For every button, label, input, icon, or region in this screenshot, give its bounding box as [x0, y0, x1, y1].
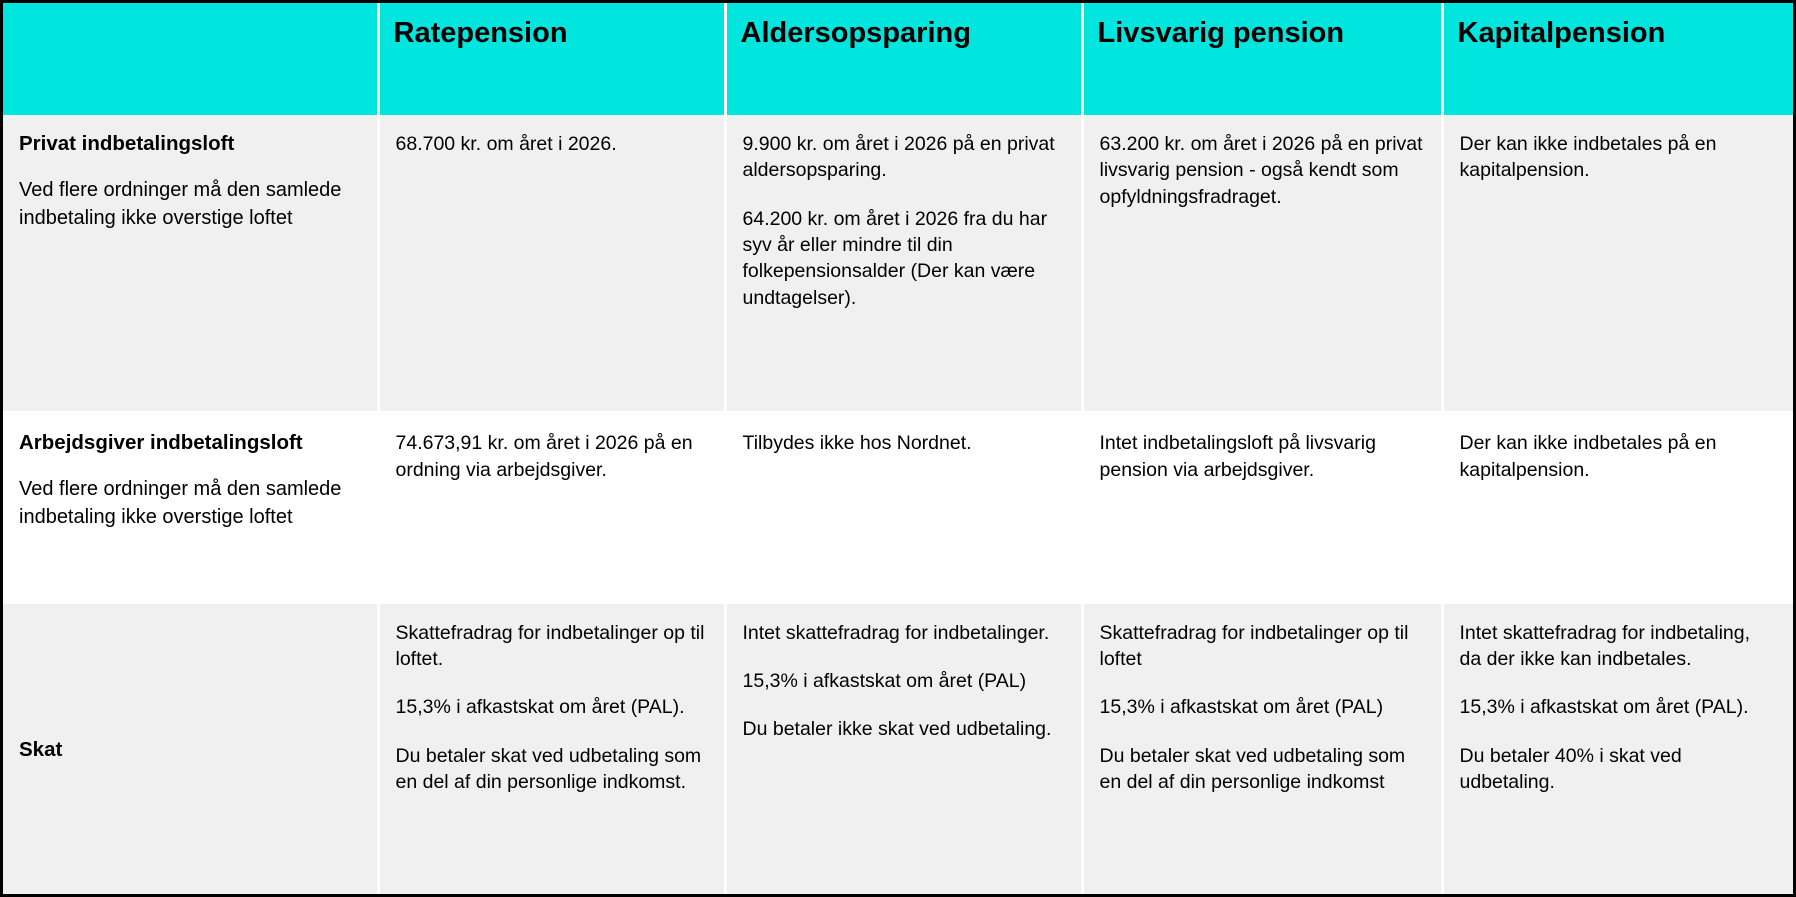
table-body — [3, 115, 1793, 894]
cell-paragraph: 9.900 kr. om året i 2026 på en privat aldersopsparing. — [742, 133, 1055, 182]
cell-paragraph: 64.200 kr. om året i 2026 fra du har syv år eller mindre til din folkepensionsalder (Der kan være undtagelser). — [742, 207, 1048, 309]
row-header-subtitle: Ved flere ordninger må den samlede indbetaling ikke overstige loftet — [19, 178, 342, 230]
cell-arbejdsgiver-livsvarig — [1082, 413, 1442, 602]
table-header — [3, 3, 1793, 115]
cell-paragraph: 68.700 kr. om året i 2026. — [395, 133, 617, 155]
table-row — [3, 413, 1793, 602]
table-row — [3, 602, 1793, 894]
cell-paragraph: Du betaler skat ved udbetaling som en del af din personlige indkomst — [1099, 744, 1406, 793]
row-header-title: Arbejdsgiver indbetalingsloft — [19, 431, 303, 455]
cell-paragraph: 63.200 kr. om året i 2026 på en privat livsvarig pension - også kendt som opfyldningsfradraget. — [1099, 133, 1423, 208]
column-header-livsvarig-pension: Livsvarig pension — [1082, 3, 1442, 115]
cell-paragraph: Intet skattefradrag for indbetaling, da der ikke kan indbetales. — [1459, 621, 1751, 671]
column-header-aldersopsparing: Aldersopsparing — [725, 3, 1082, 115]
cell-arbejdsgiver-ratepension — [378, 413, 725, 602]
cell-paragraph: Intet skattefradrag for indbetalinger. — [742, 621, 1050, 644]
cell-paragraph: Der kan ikke indbetales på en kapitalpension. — [1459, 432, 1717, 481]
cell-privat-aldersopsparing — [725, 115, 1082, 413]
cell-arbejdsgiver-kapitalpension — [1442, 413, 1793, 602]
cell-paragraph: Skattefradrag for indbetalinger op til loftet — [1099, 621, 1409, 671]
row-header-title: Privat indbetalingsloft — [19, 132, 235, 155]
cell-paragraph: 74.673,91 kr. om året i 2026 på en ordning via arbejdsgiver. — [395, 432, 693, 481]
row-header-skat — [3, 602, 378, 894]
cell-paragraph: 15,3% i afkastskat om året (PAL). — [395, 696, 685, 719]
cell-paragraph: Skattefradrag for indbetalinger op til loftet. — [395, 621, 705, 671]
row-header-privat-indbetalingsloft — [3, 115, 378, 413]
cell-paragraph: Du betaler skat ved udbetaling som en del af din personlige indkomst. — [395, 744, 702, 793]
row-header-subtitle: Ved flere ordninger må den samlede indbetaling ikke overstige loftet — [19, 477, 342, 529]
row-header-title: Skat — [19, 737, 63, 761]
cell-paragraph: Du betaler ikke skat ved udbetaling. — [742, 718, 1052, 741]
cell-skat-aldersopsparing — [725, 602, 1082, 894]
column-header-kapitalpension: Kapitalpension — [1442, 3, 1793, 115]
column-header-ratepension: Ratepension — [378, 3, 725, 115]
cell-paragraph: 15,3% i afkastskat om året (PAL) — [742, 670, 1027, 693]
cell-privat-kapitalpension — [1442, 115, 1793, 413]
cell-paragraph: 15,3% i afkastskat om året (PAL) — [1099, 696, 1384, 719]
row-header-arbejdsgiver-indbetalingsloft — [3, 413, 378, 602]
cell-skat-ratepension — [378, 602, 725, 894]
table-row — [3, 115, 1793, 413]
cell-paragraph: 15,3% i afkastskat om året (PAL). — [1459, 696, 1749, 719]
cell-paragraph: Intet indbetalingsloft på livsvarig pension via arbejdsgiver. — [1099, 432, 1376, 481]
cell-skat-kapitalpension — [1442, 602, 1793, 894]
cell-privat-ratepension — [378, 115, 725, 413]
table-header-row — [3, 3, 1793, 115]
cell-paragraph: Du betaler 40% i skat ved udbetaling. — [1459, 744, 1682, 793]
column-header-feature — [3, 3, 378, 115]
pension-comparison-table — [3, 3, 1793, 894]
cell-paragraph: Tilbydes ikke hos Nordnet. — [742, 432, 972, 455]
cell-paragraph: Der kan ikke indbetales på en kapitalpension. — [1459, 133, 1717, 182]
cell-skat-livsvarig — [1082, 602, 1442, 894]
cell-arbejdsgiver-aldersopsparing — [725, 413, 1082, 602]
cell-privat-livsvarig — [1082, 115, 1442, 413]
